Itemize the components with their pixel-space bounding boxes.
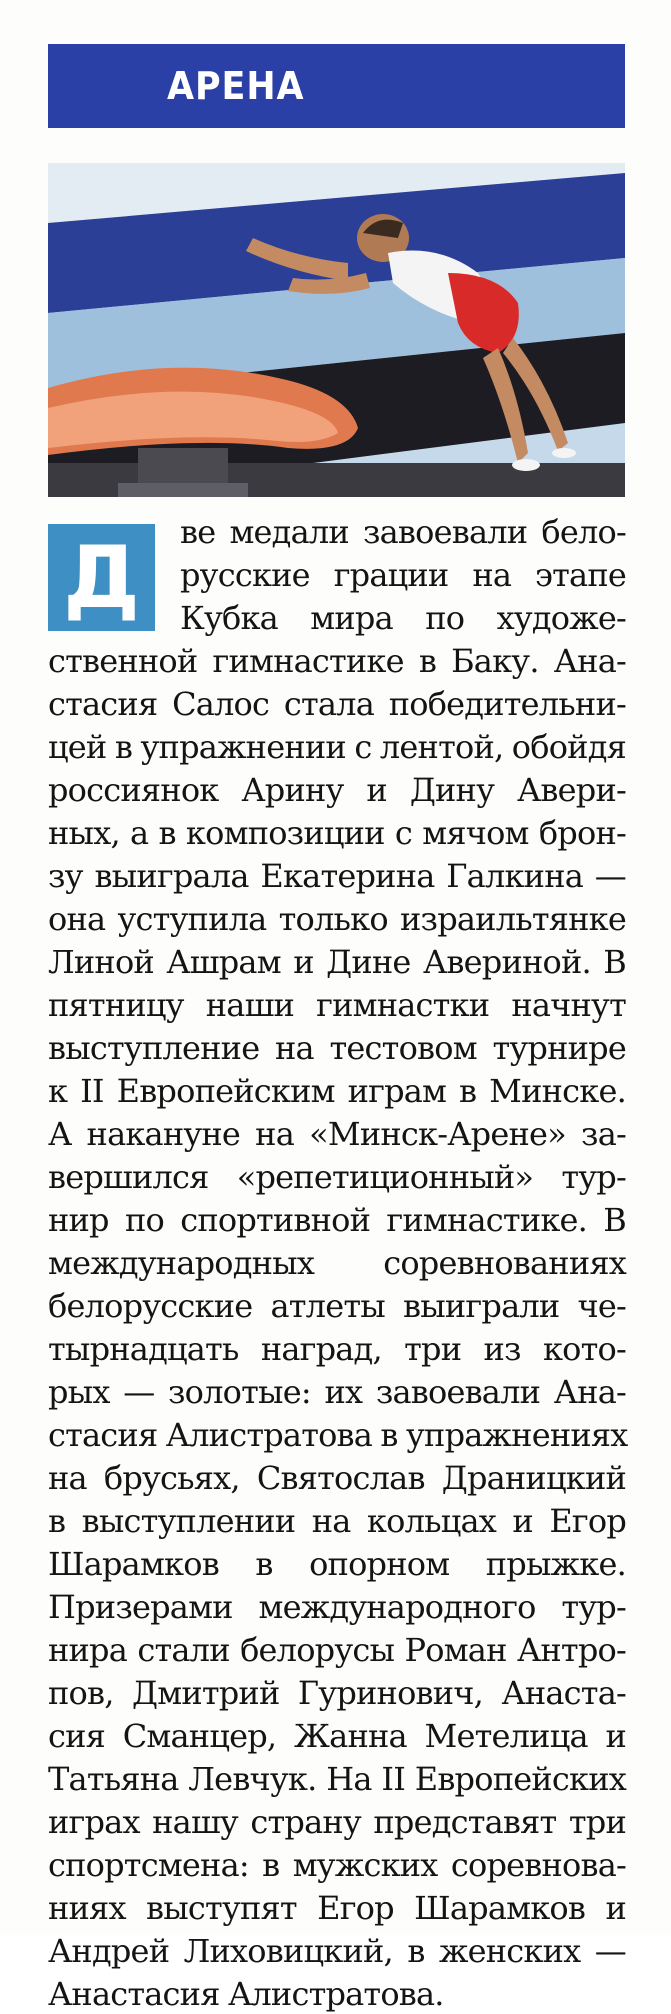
article-line: ниях выступят Егор Шарамков и bbox=[48, 1889, 626, 1927]
article-line: пов, Дмитрий Гуринович, Анаста- bbox=[48, 1674, 626, 1712]
article-line: нир по спортивной гимнастике. В bbox=[48, 1201, 626, 1239]
section-title: АРЕНА bbox=[167, 64, 305, 108]
article-line: выступление на тестовом турнире bbox=[48, 1029, 626, 1067]
article-line: ных, а в композиции с мячом брон- bbox=[48, 814, 626, 852]
article-line: ственной гимнастике в Баку. Ана- bbox=[48, 642, 626, 680]
article-line: рых — золотые: их завоевали Ана- bbox=[48, 1373, 626, 1411]
article-line: Линой Ашрам и Дине Авериной. В bbox=[48, 943, 626, 981]
article-line: пятницу наши гимнастки начнут bbox=[48, 986, 626, 1024]
drop-cap: Д bbox=[48, 524, 155, 631]
article-line: россиянок Арину и Дину Авери- bbox=[48, 771, 626, 809]
article-line: Андрей Лиховицкий, в женских — bbox=[48, 1932, 626, 1970]
article-line: цей в упражнении с лентой, обойдя bbox=[48, 728, 626, 766]
article-line: Кубка мира по художе- bbox=[180, 599, 626, 637]
article-line: в выступлении на кольцах и Егор bbox=[48, 1502, 626, 1540]
article-line: стасия Алистратова в упражнениях bbox=[48, 1416, 628, 1454]
article-line: Анастасия Алистратова. bbox=[48, 1975, 444, 2013]
article-line: на брусьях, Святослав Драницкий bbox=[48, 1459, 626, 1497]
article-line: русские грации на этапе bbox=[180, 556, 626, 594]
article-line: зу выиграла Екатерина Галкина — bbox=[48, 857, 626, 895]
article-line: к II Европейским играм в Минске. bbox=[48, 1072, 626, 1110]
article-line: сия Сманцер, Жанна Метелица и bbox=[48, 1717, 626, 1755]
article-line: она уступила только израильтянке bbox=[48, 900, 626, 938]
article-line: стасия Салос стала победительни- bbox=[48, 685, 626, 723]
article-line: Призерами международного тур- bbox=[48, 1588, 626, 1626]
article-line: Татьяна Левчук. На II Европейских bbox=[48, 1760, 626, 1798]
article-line: Шарамков в опорном прыжке. bbox=[48, 1545, 626, 1583]
gymnast-vault-photo bbox=[48, 163, 625, 497]
article-line: международных соревнованиях bbox=[48, 1244, 626, 1282]
article-line: вершился «репетиционный» тур- bbox=[48, 1158, 626, 1196]
section-header bbox=[48, 44, 625, 128]
article-line: ве медали завоевали бело- bbox=[180, 513, 626, 551]
article-line: спортсмена: в мужских соревнова- bbox=[48, 1846, 626, 1884]
article-line: тырнадцать наград, три из кото- bbox=[48, 1330, 626, 1368]
article-line: играх нашу страну представят три bbox=[48, 1803, 626, 1841]
article-line: белорусские атлеты выиграли че- bbox=[48, 1287, 626, 1325]
article-line: А накануне на «Минск-Арене» за- bbox=[48, 1115, 626, 1153]
article-line: нира стали белорусы Роман Антро- bbox=[48, 1631, 626, 1669]
